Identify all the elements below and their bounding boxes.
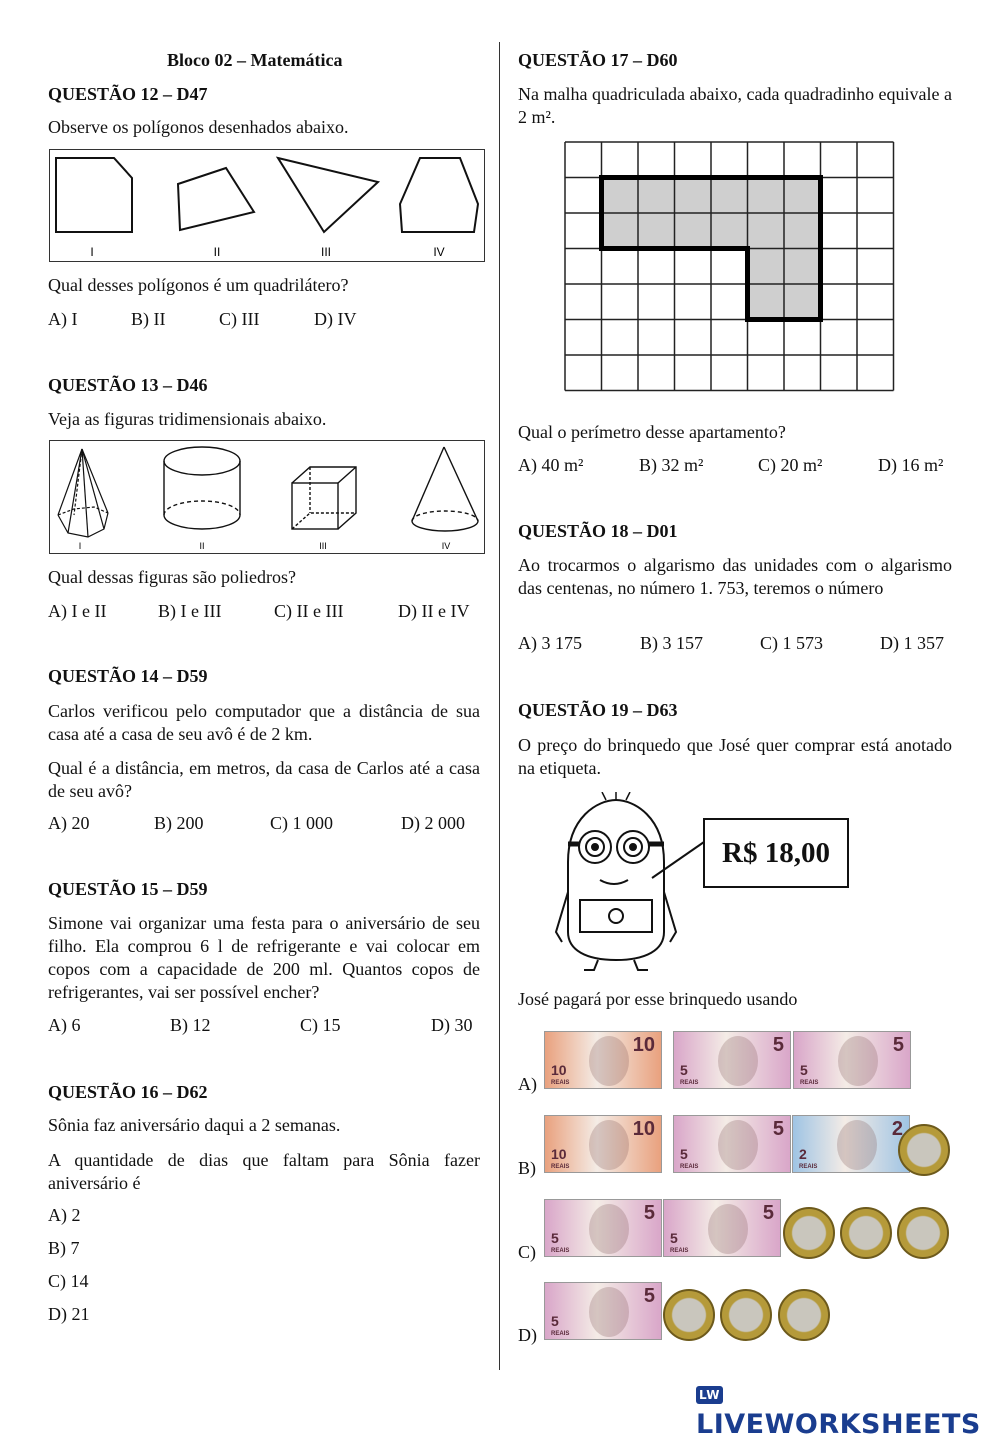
q14-option-b[interactable]: B) 200 bbox=[154, 813, 204, 833]
grid-shaded-cell bbox=[784, 213, 821, 249]
grid-shaded-cell bbox=[748, 284, 785, 320]
banknote-2-reais bbox=[792, 1115, 910, 1173]
q13-option-b[interactable]: B) I e III bbox=[158, 601, 222, 621]
grid-shaded-cell bbox=[638, 213, 675, 249]
q14-option-c[interactable]: C) 1 000 bbox=[270, 813, 333, 833]
grid-shaded-cell bbox=[675, 178, 712, 214]
q15-option-a[interactable]: A) 6 bbox=[48, 1015, 81, 1035]
banknote-value-small: 10 bbox=[551, 1146, 567, 1162]
grid-shaded-cell bbox=[638, 178, 675, 214]
q16-option-a[interactable]: A) 2 bbox=[48, 1205, 81, 1225]
banknote-currency: REAIS bbox=[551, 1248, 570, 1254]
banknote-5-reais bbox=[793, 1031, 911, 1089]
price-tag: R$ 18,00 bbox=[703, 818, 849, 888]
solid-label-iii: III bbox=[319, 541, 327, 551]
polygon-label-iv: IV bbox=[433, 245, 445, 259]
q14-option-a[interactable]: A) 20 bbox=[48, 813, 90, 833]
banknote-portrait bbox=[589, 1036, 629, 1086]
q18-option-b[interactable]: B) 3 157 bbox=[640, 633, 703, 653]
q15-option-b[interactable]: B) 12 bbox=[170, 1015, 211, 1035]
liveworksheets-logo bbox=[696, 1378, 1000, 1440]
grid-shaded-cell bbox=[748, 213, 785, 249]
banknote-5-reais bbox=[663, 1199, 781, 1257]
q17-title: QUESTÃO 17 – D60 bbox=[518, 50, 678, 70]
grid-shaded-cell bbox=[748, 178, 785, 214]
banknote-currency: REAIS bbox=[551, 1164, 570, 1170]
banknote-value: 5 bbox=[892, 1034, 904, 1056]
q13-title: QUESTÃO 13 – D46 bbox=[48, 375, 208, 395]
banknote-5-reais bbox=[673, 1031, 791, 1089]
q14-paragraph-2: Qual é a distância, em metros, da casa de Carlos até a casa de seu avô? bbox=[48, 758, 480, 801]
q13-question: Qual dessas figuras são poliedros? bbox=[48, 567, 296, 587]
q19-option-c[interactable]: C) bbox=[518, 1242, 536, 1262]
column-divider bbox=[499, 42, 500, 1370]
coin-1-real bbox=[898, 1124, 950, 1176]
q13-option-d[interactable]: D) II e IV bbox=[398, 601, 470, 621]
q19-option-d[interactable]: D) bbox=[518, 1325, 537, 1345]
banknote-currency: REAIS bbox=[551, 1331, 570, 1337]
q16-paragraph-2: A quantidade de dias que faltam para Sônia fazer aniversário é bbox=[48, 1150, 480, 1193]
grid-shaded-cell bbox=[784, 249, 821, 285]
banknote-value: 5 bbox=[643, 1202, 655, 1224]
pyramid-shape bbox=[58, 449, 108, 537]
banknote-portrait bbox=[837, 1120, 877, 1170]
cylinder-shape bbox=[164, 447, 240, 529]
q16-option-d[interactable]: D) 21 bbox=[48, 1304, 90, 1324]
q16-option-b[interactable]: B) 7 bbox=[48, 1238, 80, 1258]
polygon-label-ii: II bbox=[213, 245, 221, 259]
banknote-5-reais bbox=[544, 1199, 662, 1257]
q12-option-b[interactable]: B) II bbox=[131, 309, 166, 329]
banknote-value: 5 bbox=[772, 1034, 784, 1056]
q12-option-a[interactable]: A) I bbox=[48, 309, 78, 329]
minion-illustration bbox=[528, 792, 708, 977]
polygon-label-iii: III bbox=[320, 245, 332, 259]
banknote-value: 5 bbox=[762, 1202, 774, 1224]
banknote-value-small: 5 bbox=[551, 1313, 559, 1329]
q16-option-c[interactable]: C) 14 bbox=[48, 1271, 89, 1291]
coin-1-real bbox=[840, 1207, 892, 1259]
cone-shape bbox=[412, 447, 478, 531]
banknote-portrait bbox=[718, 1036, 758, 1086]
polygon-ii bbox=[178, 168, 254, 230]
polygon-label-i: I bbox=[90, 245, 94, 259]
banknote-value-small: 5 bbox=[551, 1230, 559, 1246]
q19-question: José pagará por esse brinquedo usando bbox=[518, 989, 798, 1009]
solid-label-ii: II bbox=[199, 541, 205, 551]
q17-option-b[interactable]: B) 32 m² bbox=[639, 455, 704, 475]
cube-shape bbox=[292, 467, 356, 529]
grid-shaded-cell bbox=[748, 249, 785, 285]
q19-paragraph: O preço do brinquedo que José quer comprar está anotado na etiqueta. bbox=[518, 735, 952, 778]
q19-title: QUESTÃO 19 – D63 bbox=[518, 700, 678, 720]
banknote-value: 5 bbox=[643, 1285, 655, 1307]
q12-question: Qual desses polígonos é um quadrilátero? bbox=[48, 275, 349, 295]
logo-text: LIVEWORKSHEETS bbox=[696, 1409, 981, 1440]
q17-grid-figure bbox=[563, 140, 897, 399]
grid-shaded-cell bbox=[602, 178, 639, 214]
banknote-portrait bbox=[708, 1204, 748, 1254]
solid-label-iv: IV bbox=[441, 541, 451, 551]
q12-option-d[interactable]: D) IV bbox=[314, 309, 357, 329]
coin-1-real bbox=[783, 1207, 835, 1259]
grid-shaded-cell bbox=[675, 213, 712, 249]
page-title: Bloco 02 – Matemática bbox=[167, 50, 343, 70]
banknote-value: 10 bbox=[632, 1118, 655, 1140]
banknote-value: 5 bbox=[772, 1118, 784, 1140]
grid-shaded-cell bbox=[711, 178, 748, 214]
q17-question: Qual o perímetro desse apartamento? bbox=[518, 422, 786, 442]
q15-option-c[interactable]: C) 15 bbox=[300, 1015, 341, 1035]
banknote-10-reais bbox=[544, 1031, 662, 1089]
banknote-portrait bbox=[589, 1287, 629, 1337]
banknote-currency: REAIS bbox=[551, 1080, 570, 1086]
q14-title: QUESTÃO 14 – D59 bbox=[48, 666, 208, 686]
q13-intro: Veja as figuras tridimensionais abaixo. bbox=[48, 409, 327, 429]
logo-badge: LW bbox=[696, 1386, 723, 1404]
banknote-currency: REAIS bbox=[670, 1248, 689, 1254]
q18-option-c[interactable]: C) 1 573 bbox=[760, 633, 823, 653]
q13-solids-figure bbox=[49, 440, 485, 554]
q13-option-c[interactable]: C) II e III bbox=[274, 601, 344, 621]
polygon-iv bbox=[400, 158, 478, 232]
polygon-iii bbox=[278, 158, 378, 232]
q16-paragraph-1: Sônia faz aniversário daqui a 2 semanas. bbox=[48, 1115, 341, 1135]
q14-option-d[interactable]: D) 2 000 bbox=[401, 813, 465, 833]
q18-option-a[interactable]: A) 3 175 bbox=[518, 633, 582, 653]
coin-1-real bbox=[663, 1289, 715, 1341]
grid-shaded-cell bbox=[784, 178, 821, 214]
q16-title: QUESTÃO 16 – D62 bbox=[48, 1082, 208, 1102]
polygon-i bbox=[56, 158, 132, 232]
banknote-value-small: 10 bbox=[551, 1062, 567, 1078]
banknote-value-small: 2 bbox=[799, 1146, 807, 1162]
price-pointer-line bbox=[650, 838, 706, 880]
q17-option-c[interactable]: C) 20 m² bbox=[758, 455, 823, 475]
q12-polygons-figure bbox=[49, 149, 485, 262]
q12-option-c[interactable]: C) III bbox=[219, 309, 260, 329]
q18-option-d[interactable]: D) 1 357 bbox=[880, 633, 944, 653]
q18-title: QUESTÃO 18 – D01 bbox=[518, 521, 678, 541]
banknote-currency: REAIS bbox=[799, 1164, 818, 1170]
q12-title: QUESTÃO 12 – D47 bbox=[48, 84, 208, 104]
banknote-currency: REAIS bbox=[800, 1080, 819, 1086]
banknote-portrait bbox=[718, 1120, 758, 1170]
q15-title: QUESTÃO 15 – D59 bbox=[48, 879, 208, 899]
banknote-currency: REAIS bbox=[680, 1164, 699, 1170]
q15-paragraph: Simone vai organizar uma festa para o aniversário de seu filho. Ela comprou 6 l de refrigerante e vai colocar em copos com a capacidade de 200 ml. Quantos copos de refrigerantes, vai ser possível encher? bbox=[48, 913, 480, 1002]
q15-option-d[interactable]: D) 30 bbox=[431, 1015, 473, 1035]
banknote-portrait bbox=[838, 1036, 878, 1086]
grid-shaded-cell bbox=[711, 213, 748, 249]
coin-1-real bbox=[778, 1289, 830, 1341]
q18-paragraph: Ao trocarmos o algarismo das unidades com o algarismo das centenas, no número 1. 753, teremos o número bbox=[518, 555, 952, 598]
banknote-currency: REAIS bbox=[680, 1080, 699, 1086]
q13-option-a[interactable]: A) I e II bbox=[48, 601, 107, 621]
q19-option-b[interactable]: B) bbox=[518, 1158, 536, 1178]
coin-1-real bbox=[720, 1289, 772, 1341]
banknote-value: 2 bbox=[891, 1118, 903, 1140]
banknote-portrait bbox=[589, 1120, 629, 1170]
solid-label-i: I bbox=[78, 541, 82, 551]
banknote-5-reais bbox=[544, 1282, 662, 1340]
banknote-value-small: 5 bbox=[800, 1062, 808, 1078]
q17-option-a[interactable]: A) 40 m² bbox=[518, 455, 584, 475]
banknote-portrait bbox=[589, 1204, 629, 1254]
banknote-value: 10 bbox=[632, 1034, 655, 1056]
banknote-10-reais bbox=[544, 1115, 662, 1173]
banknote-value-small: 5 bbox=[680, 1146, 688, 1162]
q12-intro: Observe os polígonos desenhados abaixo. bbox=[48, 117, 349, 137]
q17-paragraph: Na malha quadriculada abaixo, cada quadradinho equivale a 2 m². bbox=[518, 84, 952, 127]
q14-paragraph-1: Carlos verificou pelo computador que a distância de sua casa até a casa de seu avô é de 2 km. bbox=[48, 701, 480, 744]
grid-shaded-cell bbox=[784, 284, 821, 320]
q17-option-d[interactable]: D) 16 m² bbox=[878, 455, 944, 475]
q19-option-a[interactable]: A) bbox=[518, 1074, 537, 1094]
coin-1-real bbox=[897, 1207, 949, 1259]
grid-shaded-cell bbox=[602, 213, 639, 249]
banknote-value-small: 5 bbox=[680, 1062, 688, 1078]
banknote-value-small: 5 bbox=[670, 1230, 678, 1246]
banknote-5-reais bbox=[673, 1115, 791, 1173]
